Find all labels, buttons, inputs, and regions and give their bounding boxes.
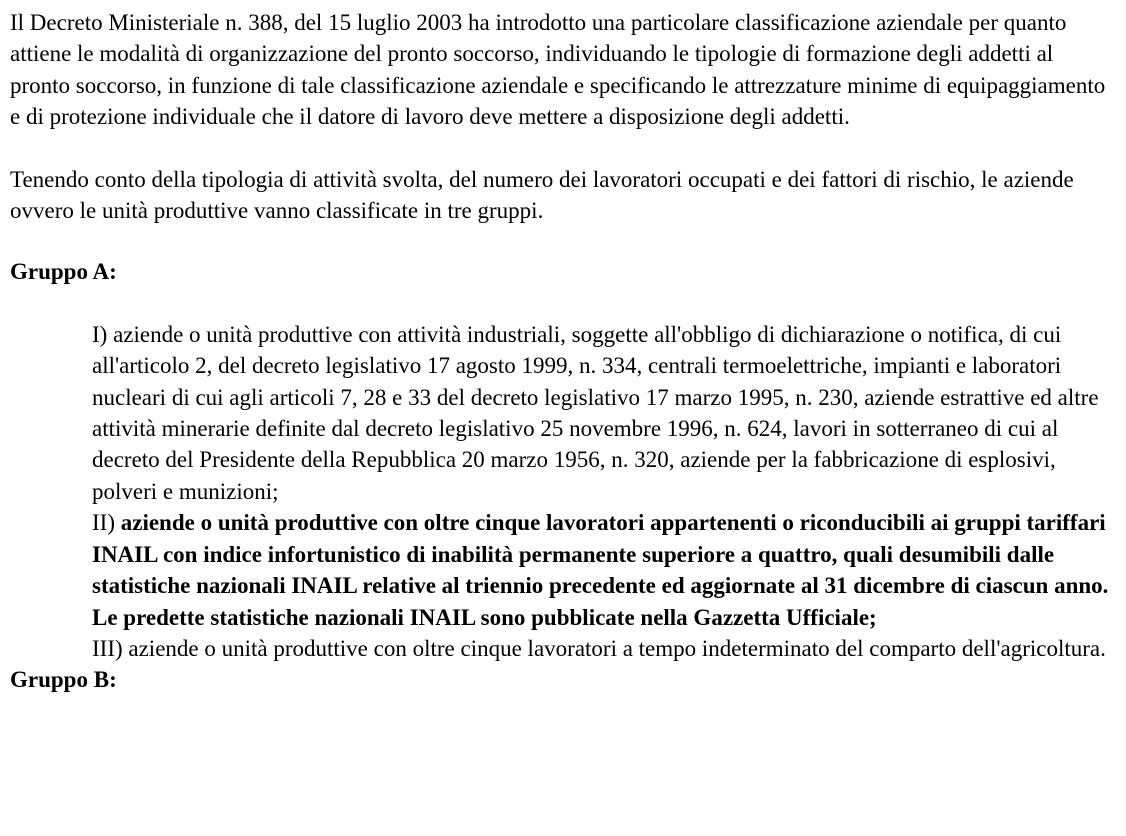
item-text: aziende o unità produttive con oltre cinque lavoratori appartenenti o riconducibili ai gruppi tariffari INAIL con indice infortunistico di inabilità permanente superiore a quattro, quali desumibili dalle statistiche nazionali INAIL relative al triennio precedente ed aggiornate al 31 dicembre di ciascun anno. Le predette statistiche nazionali INAIL sono pubblicate nella Gazzetta Ufficiale; xyxy=(92,510,1109,630)
group-a-list xyxy=(92,319,1118,664)
item-number: III) xyxy=(92,635,123,661)
item-text: aziende o unità produttive con oltre cinque lavoratori a tempo indeterminato del comparto dell'agricoltura. xyxy=(128,635,1106,661)
group-b-heading: Gruppo B: xyxy=(10,667,117,693)
intro-paragraph: Il Decreto Ministeriale n. 388, del 15 luglio 2003 ha introdotto una particolare classificazione aziendale per quanto attiene le modalità di organizzazione del pronto soccorso, individuando le tipologie di formazione degli addetti al pronto soccorso, in funzione di tale classificazione aziendale e specificando le attrezzature minime di equipaggiamento e di protezione individuale che il datore di lavoro deve mettere a disposizione degli addetti. xyxy=(10,10,1106,130)
classification-paragraph: Tenendo conto della tipologia di attività svolta, del numero dei lavoratori occupati e dei fattori di rischio, le aziende ovvero le unità produttive vanno classificate in tre gruppi. xyxy=(10,166,1074,224)
group-a-item-3 xyxy=(92,633,1118,664)
document-body xyxy=(10,7,1118,696)
group-a-heading: Gruppo A: xyxy=(10,259,117,285)
item-number: I) xyxy=(92,321,108,347)
item-text: aziende o unità produttive con attività industriali, soggette all'obbligo di dichiarazione o notifica, di cui all'articolo 2, del decreto legislativo 17 agosto 1999, n. 334, centrali termoelettriche, impianti e laboratori nucleari di cui agli articoli 7, 28 e 33 del decreto legislativo 17 marzo 1995, n. 230, aziende estrattive ed altre attività minerarie definite dal decreto legislativo 25 novembre 1996, n. 624, lavori in sotterraneo di cui al decreto del Presidente della Repubblica 20 marzo 1956, n. 320, aziende per la fabbricazione di esplosivi, polveri e munizioni; xyxy=(92,321,1099,504)
group-a-item-1 xyxy=(92,319,1118,507)
item-number: II) xyxy=(92,510,115,536)
group-a-item-2 xyxy=(92,507,1118,633)
